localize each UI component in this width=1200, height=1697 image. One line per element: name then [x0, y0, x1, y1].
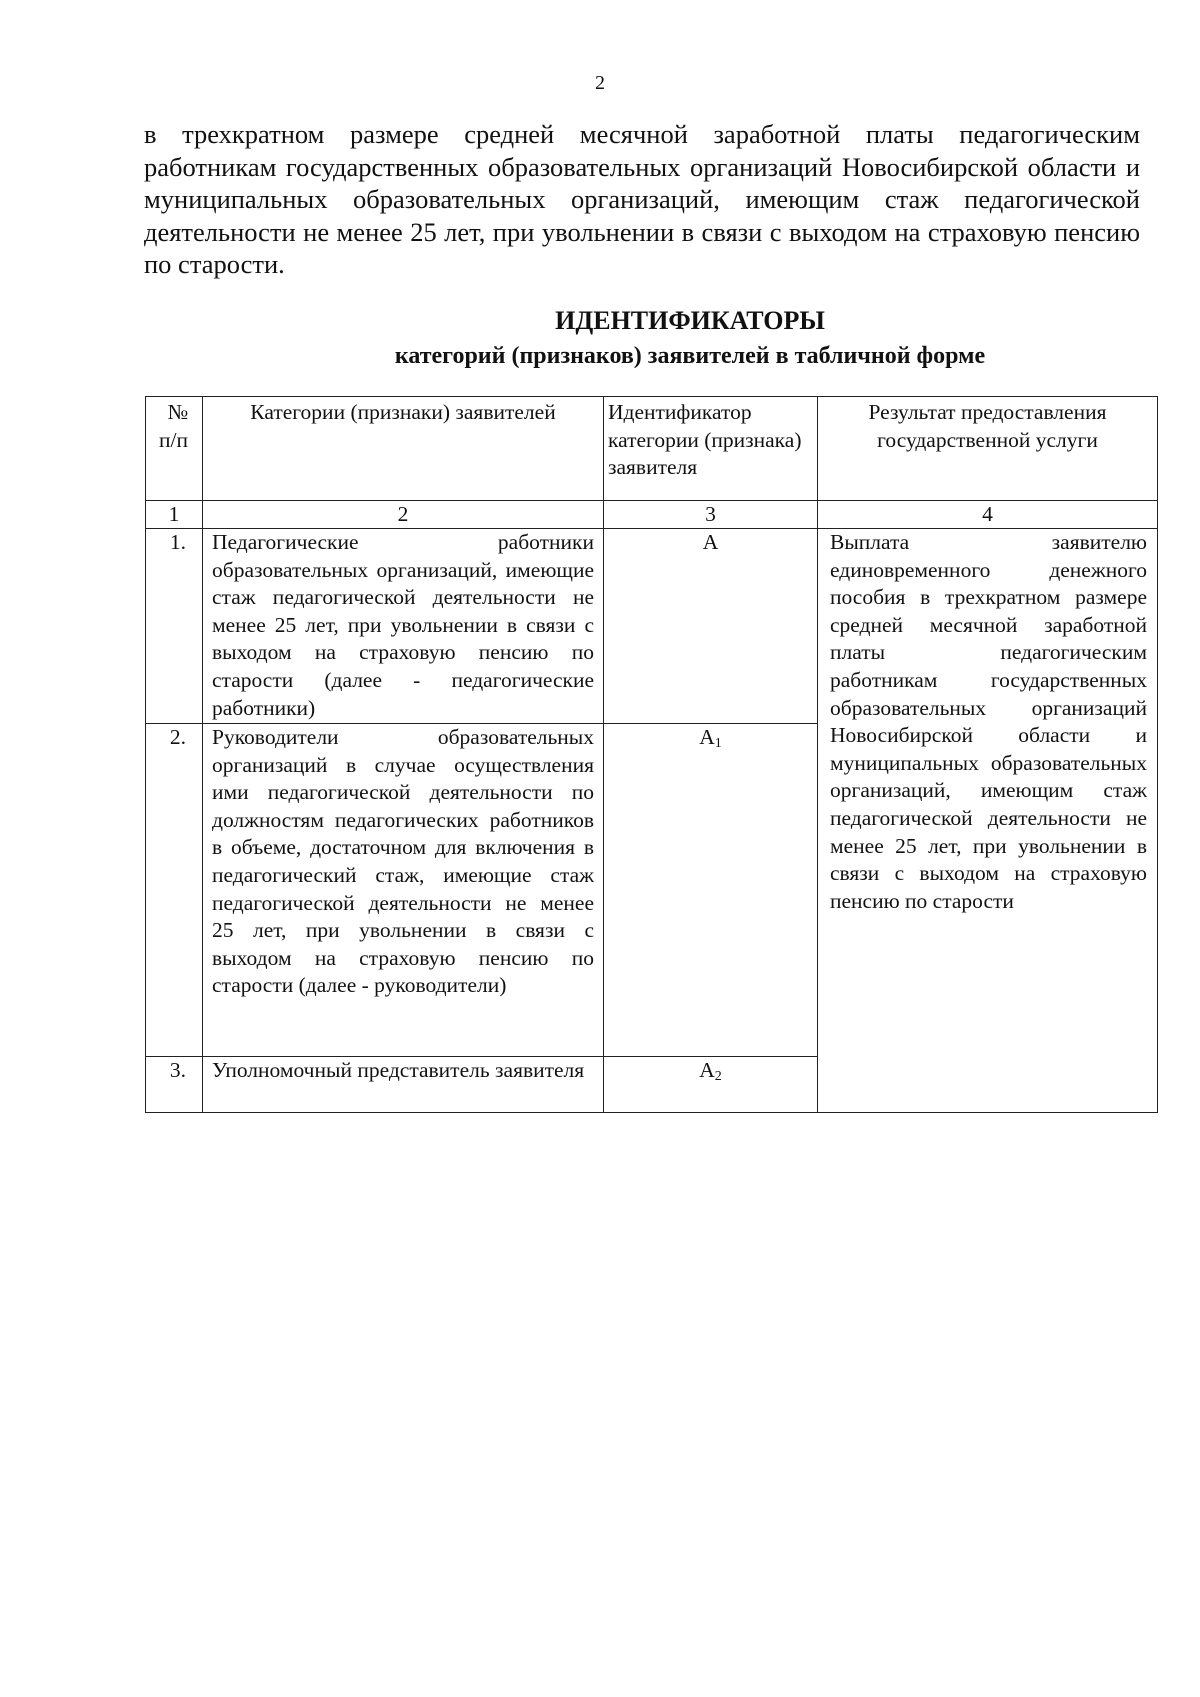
row-number: 1. — [146, 529, 203, 724]
row-identifier — [604, 529, 818, 724]
header-number: № п/п — [146, 397, 203, 501]
identifier-subscript: 2 — [714, 1069, 722, 1084]
table-row — [146, 529, 1158, 724]
row-category: Педагогические работники образовательных организаций, имеющие стаж педагогической деятельности не менее 25 лет, при увольнении в связи с выходом на страховую пенсию по старости (далее - педагогические работники) — [203, 529, 604, 724]
row-category: Уполномочный представитель заявителя — [203, 1057, 604, 1113]
intro-paragraph: в трехкратном размере средней месячной заработной платы педагогическим работникам государственных образовательных организаций Новосибирской области и муниципальных образовательных организаций, имеющим стаж педагогической деятельности не менее 25 лет, при увольнении в связи с выходом на страховую пенсию по старости. — [144, 119, 1140, 279]
row-number: 2. — [146, 724, 203, 1057]
column-number: 4 — [818, 501, 1158, 529]
identifier-letter: А — [699, 1058, 715, 1082]
heading-title: ИДЕНТИФИКАТОРЫ — [555, 306, 825, 335]
result-cell: Выплата заявителю единовременного денежного пособия в трехкратном размере средней месячной заработной платы педагогическим работникам государственных образовательных организаций Новосибирской области и муниципальных образовательных организаций, имеющим стаж педагогической деятельности не менее 25 лет, при увольнении в связи с выходом на страховую пенсию по старости — [818, 529, 1158, 1113]
column-number-row — [146, 501, 1158, 529]
row-category: Руководители образовательных организаций в случае осуществления ими педагогической деятельности по должностям педагогических работников в объеме, достаточном для включения в педагогический стаж, имеющие стаж педагогической деятельности не менее 25 лет, при увольнении в связи с выходом на страховую пенсию по старости (далее - руководители) — [203, 724, 604, 1057]
column-number: 3 — [604, 501, 818, 529]
table-header-row — [146, 397, 1158, 501]
row-identifier — [604, 724, 818, 1057]
identifier-letter: А — [699, 725, 715, 749]
page-number: 2 — [595, 72, 605, 94]
heading-subtitle: категорий (признаков) заявителей в табличной форме — [394, 343, 986, 369]
header-categories: Категории (признаки) заявителей — [203, 397, 604, 501]
column-number: 1 — [146, 501, 203, 529]
column-number: 2 — [203, 501, 604, 529]
identifiers-table — [145, 396, 1158, 1113]
row-number: 3. — [146, 1057, 203, 1113]
header-result: Результат предоставления государственной услуги — [818, 397, 1158, 501]
table-heading — [340, 304, 1040, 374]
header-identifier: Идентификатор категории (признака) заявителя — [604, 397, 818, 501]
identifier-subscript: 1 — [714, 736, 722, 751]
identifier-letter: А — [702, 530, 719, 554]
row-identifier — [604, 1057, 818, 1113]
